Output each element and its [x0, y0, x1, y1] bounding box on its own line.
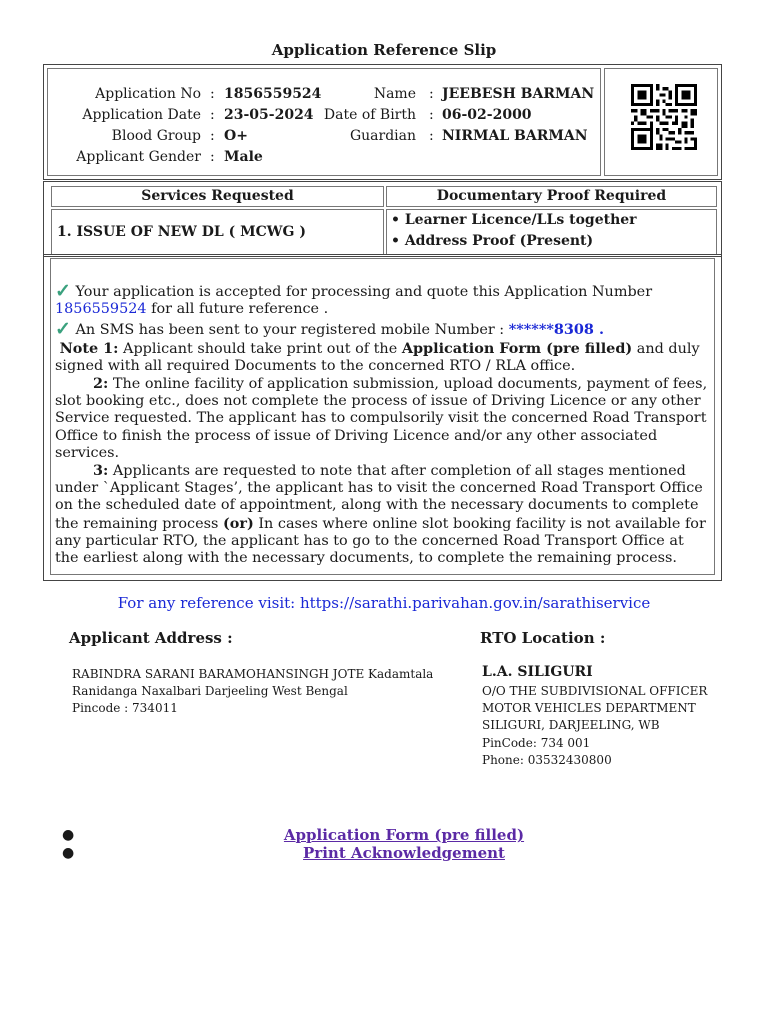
notes-box — [43, 254, 722, 581]
accepted-message: ✓ Your application is accepted for processing and quote this Application Number 1856559524 for all future reference . — [55, 280, 653, 318]
name-value: JEEBESH BARMAN — [442, 86, 595, 102]
proof-item: • Learner Licence/LLs together — [391, 212, 637, 228]
notes-text — [55, 280, 711, 567]
sms-message: ✓ An SMS has been sent to your registered mobile Number : ******8308 . — [55, 318, 604, 341]
colon: : — [210, 149, 215, 165]
page-title: Application Reference Slip — [271, 41, 497, 59]
colon: : — [210, 86, 215, 102]
colon: : — [210, 128, 215, 144]
list-item — [0, 826, 768, 844]
proof-cell — [386, 209, 717, 255]
application-date-value: 23-05-2024 — [224, 107, 314, 123]
application-date-label: Application Date — [82, 107, 201, 123]
dob-label: Date of Birth — [323, 107, 416, 123]
rto-address — [482, 683, 707, 769]
colon: : — [429, 86, 434, 102]
services-requested-header: Services Requested — [51, 186, 384, 207]
rto-name: L.A. SILIGURI — [482, 664, 593, 680]
check-icon: ✓ — [55, 318, 71, 341]
note-1: Note 1: Applicant should take print out of the Application Form (pre filled) and duly signed with all required Documents to the concerned RTO / RLA office. — [55, 339, 700, 374]
blood-group-label: Blood Group — [111, 128, 201, 144]
dob-value: 06-02-2000 — [442, 107, 532, 123]
qr-cell — [604, 68, 718, 176]
guardian-value: NIRMAL BARMAN — [442, 128, 588, 144]
rto-pincode: PinCode: 734 001 — [482, 735, 591, 750]
print-acknowledgement-link[interactable]: Print Acknowledgement — [303, 844, 505, 862]
documentary-proof-header: Documentary Proof Required — [386, 186, 717, 207]
note-1-label: Note 1: — [59, 339, 119, 357]
service-cell — [51, 209, 384, 255]
colon: : — [210, 107, 215, 123]
address-line: RABINDRA SARANI BARAMOHANSINGH JOTE Kadamtala — [72, 667, 434, 681]
list-item — [0, 844, 768, 862]
applicant-address — [72, 666, 433, 718]
note-2-label: 2: — [93, 375, 109, 393]
applicant-details-table — [47, 68, 601, 176]
bullet-icon: ● — [62, 827, 75, 843]
rto-address-line: MOTOR VEHICLES DEPARTMENT — [482, 701, 696, 716]
application-form-mention: Application Form (pre filled) — [401, 339, 633, 357]
rto-address-line: SILIGURI, DARJEELING, WB — [482, 718, 660, 733]
rto-phone: Phone: 03532430800 — [482, 752, 612, 767]
application-no-value: 1856559524 — [224, 86, 322, 102]
reference-url-line: For any reference visit: https://sarathi.parivahan.gov.in/sarathiservice — [117, 594, 651, 612]
notes-panel — [50, 258, 715, 575]
qr-code-icon — [629, 84, 699, 150]
proof-item: • Address Proof (Present) — [391, 233, 594, 249]
application-form-link[interactable]: Application Form (pre filled) — [283, 826, 525, 844]
check-icon: ✓ — [55, 280, 71, 302]
services-table — [43, 181, 722, 257]
name-label: Name — [373, 86, 416, 102]
rto-address-line: O/O THE SUBDIVISIONAL OFFICER — [482, 684, 708, 698]
address-line: Pincode : 734011 — [72, 701, 178, 716]
colon: : — [429, 107, 434, 123]
note-2: 2: The online facility of application submission, upload documents, payment of fees, slot booking etc., does not complete the process of issue of Driving Licence or any other Service requested. The applicant has to compulsorily visit the concerned Road Transport Office to finish the process of issue of Driving Licence and/or any other associated services. — [55, 375, 708, 461]
colon: : — [429, 128, 434, 144]
service-item: 1. ISSUE OF NEW DL ( MCWG ) — [57, 224, 306, 240]
applicant-address-heading: Applicant Address : — [69, 629, 233, 647]
applicant-details-box — [43, 64, 722, 180]
guardian-label: Guardian — [349, 128, 416, 144]
address-line: Ranidanga Naxalbari Darjeeling West Bengal — [72, 684, 348, 699]
application-number-ref: 1856559524 — [55, 301, 147, 318]
application-no-label: Application No — [95, 86, 201, 102]
mobile-number: ******8308 . — [508, 321, 604, 339]
gender-value: Male — [224, 149, 263, 165]
action-links — [0, 826, 768, 862]
gender-label: Applicant Gender — [76, 149, 201, 165]
bullet-icon: ● — [62, 845, 75, 861]
note-3-label: 3: — [93, 462, 109, 480]
blood-group-value: O+ — [224, 128, 248, 144]
note-3: 3: Applicants are requested to note that after completion of all stages mentioned under `Applicant Stages’, the applicant has to visit the concerned Road Transport Office on the scheduled date of appointment, along with the necessary documents to complete the remaining process (or) In cases where online slot booking facility is not available for any particular RTO, the applicant has to go to the concerned Road Transport Office at the earliest along with the necessary documents, to complete the remaining process. — [55, 462, 706, 567]
rto-location-heading: RTO Location : — [480, 629, 606, 647]
